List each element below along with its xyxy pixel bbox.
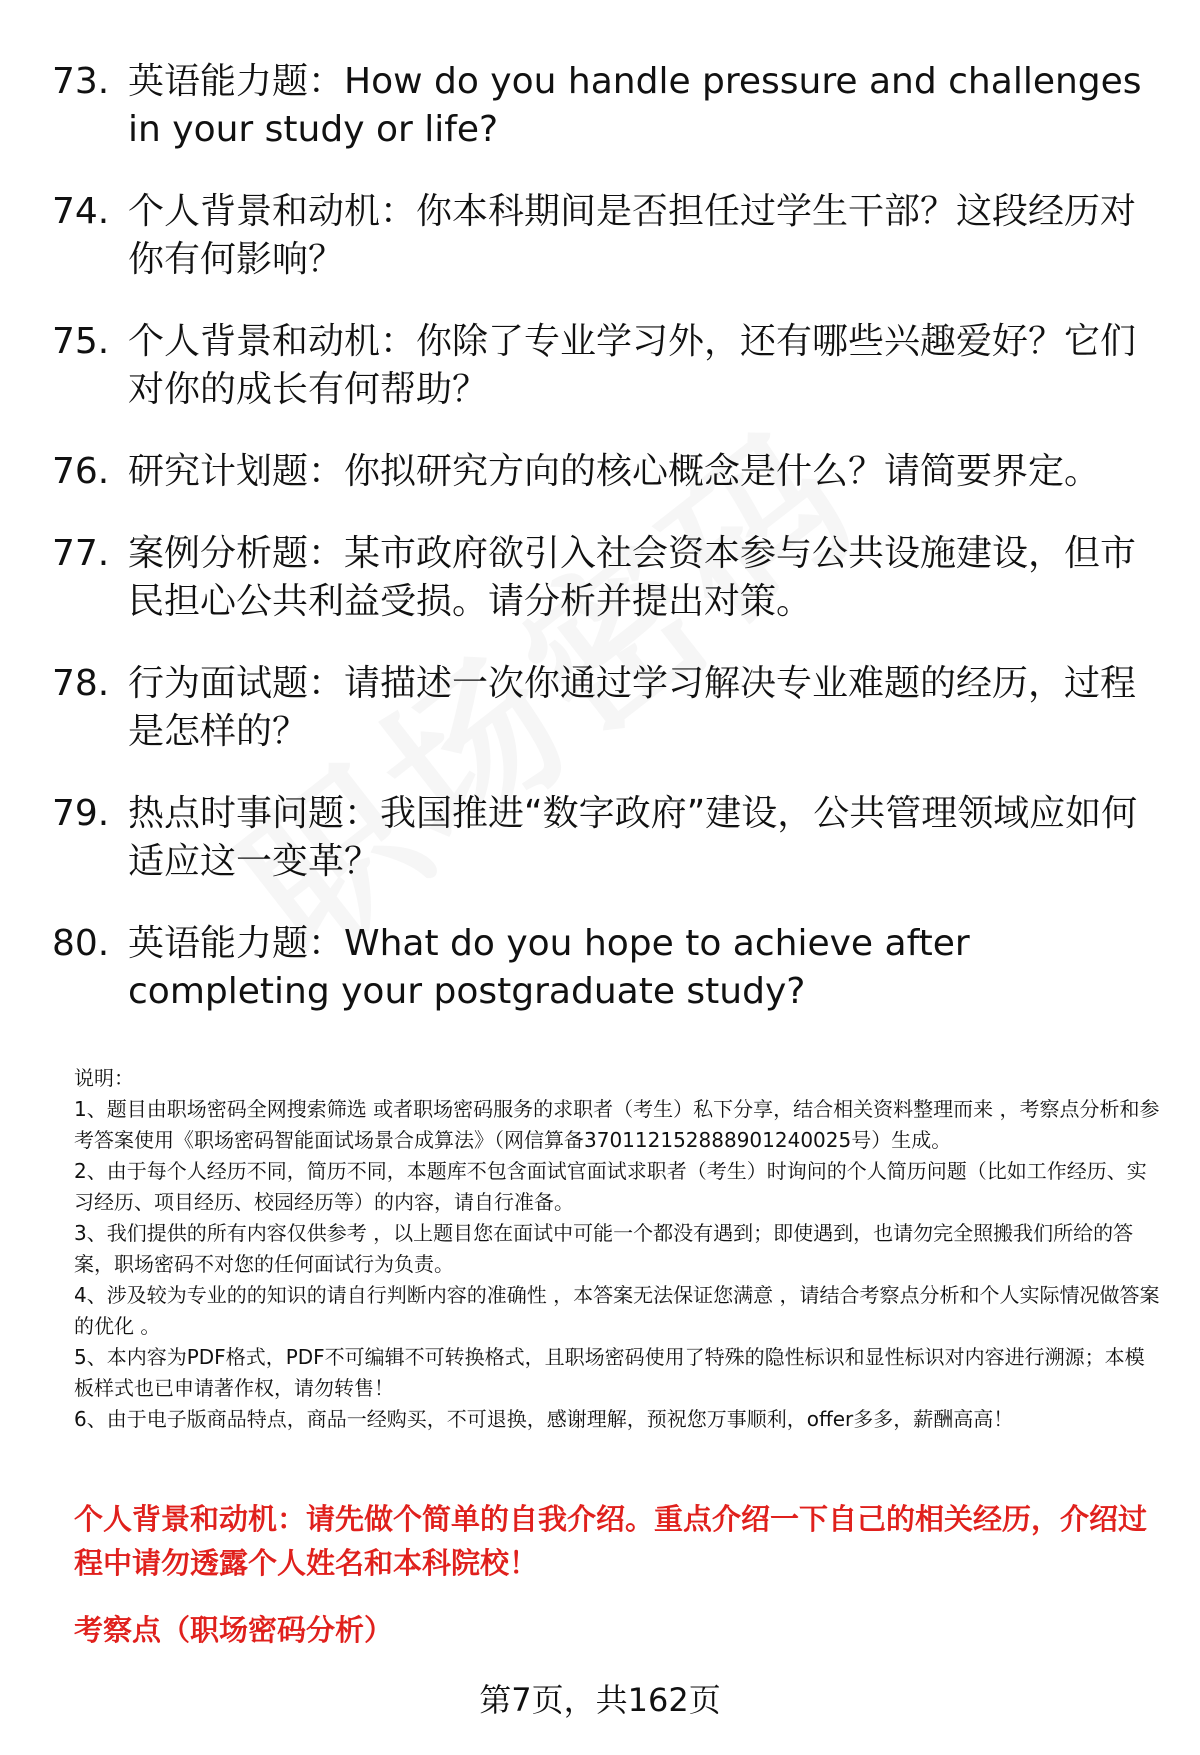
- question-number: 80.: [52, 923, 110, 964]
- question-number: 75.: [52, 321, 110, 362]
- question-number: 74.: [52, 191, 110, 232]
- question-text: 研究计划题：你拟研究方向的核心概念是什么？请简要界定。: [128, 451, 1101, 492]
- question-item: [52, 318, 1162, 414]
- question-number: 78.: [52, 663, 110, 704]
- question-text: 热点时事问题：我国推进“数字政府”建设，公共管理领域应如何适应这一变革？: [128, 793, 1138, 882]
- note-item: 4、涉及较为专业的的知识的请自行判断内容的准确性 ，本答案无法保证您满意 ，请结合考察点分析和个人实际情况做答案的优化 。: [74, 1283, 1160, 1338]
- question-item: [52, 448, 1162, 496]
- note-item: 3、我们提供的所有内容仅供参考 ，以上题目您在面试中可能一个都没有遇到；即使遇到，也请勿完全照搬我们所给的答案，职场密码不对您的任何面试行为负责。: [74, 1221, 1134, 1276]
- notes-section: [74, 1063, 1164, 1435]
- question-item: [52, 920, 1162, 1016]
- question-item: [52, 58, 1162, 154]
- notes-title: 说明：: [74, 1066, 134, 1090]
- analysis-heading: 考察点（职场密码分析）: [74, 1613, 394, 1647]
- question-number: 79.: [52, 793, 110, 834]
- question-number: 73.: [52, 61, 110, 102]
- question-item: [52, 530, 1162, 626]
- question-item: [52, 660, 1162, 756]
- question-number: 76.: [52, 451, 110, 492]
- question-text: 个人背景和动机：你除了专业学习外，还有哪些兴趣爱好？它们对你的成长有何帮助？: [128, 321, 1137, 410]
- question-item: [52, 790, 1162, 886]
- page-number: 第7页，共162页: [479, 1681, 721, 1719]
- question-text: 英语能力题：How do you handle pressure and challenges in your study or life?: [128, 61, 1142, 150]
- question-number: 77.: [52, 533, 110, 574]
- note-item: 2、由于每个人经历不同，简历不同，本题库不包含面试官面试求职者（考生）时询问的个人简历问题（比如工作经历、实习经历、项目经历、校园经历等）的内容，请自行准备。: [74, 1159, 1147, 1214]
- question-text: 案例分析题：某市政府欲引入社会资本参与公共设施建设，但市民担心公共利益受损。请分析并提出对策。: [128, 533, 1137, 622]
- question-text: 行为面试题：请描述一次你通过学习解决专业难题的经历，过程是怎样的？: [128, 663, 1137, 752]
- question-text: 英语能力题：What do you hope to achieve after completing your postgraduate study?: [128, 923, 970, 1012]
- question-text: 个人背景和动机：你本科期间是否担任过学生干部？这段经历对你有何影响？: [128, 191, 1137, 280]
- highlighted-question: 个人背景和动机：请先做个简单的自我介绍。重点介绍一下自己的相关经历，介绍过程中请勿透露个人姓名和本科院校！: [74, 1502, 1148, 1580]
- note-item: 6、由于电子版商品特点，商品一经购买，不可退换，感谢理解，预祝您万事顺利，offer多多，薪酬高高！: [74, 1407, 1014, 1431]
- question-list: [52, 58, 1162, 1050]
- note-item: 5、本内容为PDF格式，PDF不可编辑不可转换格式，且职场密码使用了特殊的隐性标识和显性标识对内容进行溯源；本模板样式也已申请著作权，请勿转售！: [74, 1345, 1145, 1400]
- question-item: [52, 188, 1162, 284]
- note-item: 1、题目由职场密码全网搜索筛选 或者职场密码服务的求职者（考生）私下分享，结合相关资料整理而来 ，考察点分析和参考答案使用《职场密码智能面试场景合成算法》（网信算备370112152888901240025号）生成。: [74, 1097, 1160, 1152]
